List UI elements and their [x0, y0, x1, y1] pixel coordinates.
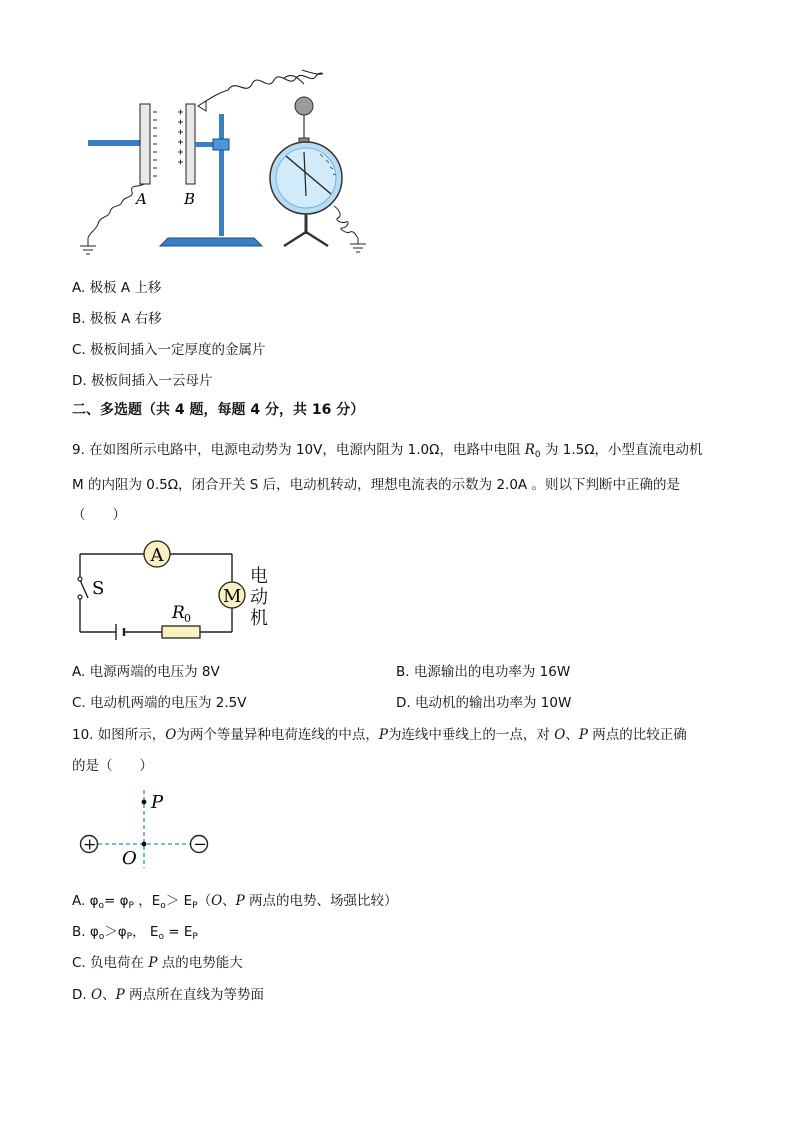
q9-option-b[interactable]: B. 电源输出的电功率为 16W [396, 664, 571, 680]
q9-stem-line3: （ ） [72, 507, 126, 523]
q10-stem-line2: 的是（ ） [72, 758, 153, 774]
q8-option-a[interactable]: A. 极板 A 上移 [72, 280, 162, 296]
switch-contact-top [78, 577, 82, 581]
q8-option-c[interactable]: C. 极板间插入一定厚度的金属片 [72, 342, 266, 358]
plate-a [140, 104, 150, 184]
switch-label: S [92, 578, 105, 599]
resistor-label: R [172, 603, 185, 623]
plate-a-rod [88, 140, 142, 146]
q10-option-a[interactable]: A. $\varphi_o= \varphi_P$ ，$E_o> E_P(O$、P 两点的电势、场强比较） [72, 893, 398, 911]
q9-option-c[interactable]: C. 电动机两端的电压为 2.5V [72, 695, 247, 711]
q10-option-c[interactable]: C. 负电荷在 P 点的电势能大 [72, 955, 243, 971]
section-heading: 二、多选题（共 4 题，每题 4 分，共 16 分） [72, 402, 365, 418]
ground-symbol-left [80, 246, 96, 254]
q8-option-d[interactable]: D. 极板间插入一云母片 [72, 373, 213, 389]
point-p [142, 800, 147, 805]
wire-arrow-icon [198, 101, 206, 111]
q10-charges-figure [72, 788, 222, 870]
q10-option-b[interactable]: B. $\varphi_o>\varphi_P$， $E_o = E_P$ [72, 924, 198, 942]
plate-b [186, 104, 195, 184]
plate-a-label: A [136, 190, 147, 208]
positive-charge-sign: + [83, 834, 97, 854]
q9-stem-line2: M 的内阻为 0.5Ω，闭合开关 S 后，电动机转动，理想电流表的示数为 2.0A 。则以下判断中正确的是 [72, 477, 680, 493]
q9-option-a[interactable]: A. 电源两端的电压为 8V [72, 664, 220, 680]
stand-pole [219, 114, 224, 236]
q9-option-d[interactable]: D. 电动机的输出功率为 10W [396, 695, 572, 711]
plate-b-label: B [184, 190, 196, 208]
plate-a-charges [153, 112, 157, 176]
switch-contact-bottom [78, 595, 82, 599]
point-o [142, 842, 147, 847]
q10-option-d[interactable]: D. O、P 两点所在直线为等势面 [72, 987, 264, 1003]
resistor-sub: 0 [184, 612, 191, 625]
q8-option-b[interactable]: B. 极板 A 右移 [72, 311, 162, 327]
motor-caption: 电 动 机 [250, 566, 268, 629]
motor-label: M [223, 586, 242, 607]
q10-stem-line1: 10. 如图所示，O为两个等量异种电荷连线的中点，P为连线中垂线上的一点，对 O、P 两点的比较正确 [72, 727, 687, 743]
negative-charge-sign: − [193, 834, 207, 854]
electroscope-stand [284, 232, 328, 246]
plate-b-charges [178, 110, 183, 165]
ground-symbol-right [350, 244, 366, 252]
capacitor-electroscope-figure [76, 66, 376, 262]
resistor [162, 626, 200, 638]
electroscope-knob [295, 97, 313, 115]
point-p-label: P [151, 792, 164, 813]
stand-base [160, 238, 262, 246]
stand-clamp [213, 139, 229, 150]
q9-stem-line1: 9. 在如图所示电路中，电源电动势为 10V，电源内阻为 1.0Ω，电路中电阻 $R_0$ 为 1.5Ω，小型直流电动机 [72, 442, 703, 460]
ammeter-label: A [150, 545, 164, 566]
point-o-label: O [122, 848, 137, 869]
